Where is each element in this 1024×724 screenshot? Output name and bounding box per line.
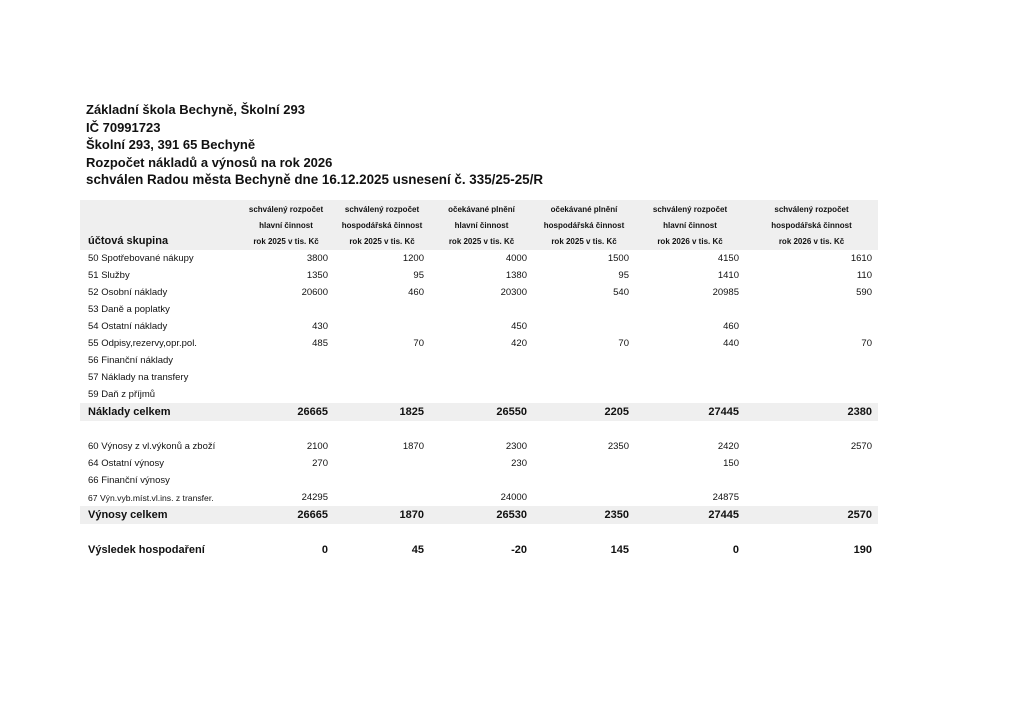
- row-label: Výnosy celkem: [80, 506, 238, 524]
- table-cell: [238, 386, 334, 403]
- table-cell: 24000: [500, 492, 527, 503]
- table-cell: [238, 369, 334, 386]
- table-cell: 20600: [301, 287, 328, 298]
- table-cell: 27445: [635, 506, 745, 524]
- table-cell: [238, 301, 334, 318]
- column-header-group: účtová skupina: [80, 200, 238, 250]
- table-cell: 190: [853, 544, 872, 556]
- table-cell: [334, 301, 430, 318]
- school-name: Základní škola Bechyně, Školní 293: [86, 102, 305, 117]
- table-cell: 2420: [717, 441, 739, 452]
- column-header: [334, 200, 430, 250]
- column-header-line: očekávané plnění: [550, 205, 618, 214]
- column-header-line: rok 2025 v tis. Kč: [448, 237, 515, 246]
- table-cell: 450: [511, 321, 527, 332]
- table-cell: 70: [618, 338, 629, 349]
- column-header-line: schválený rozpočet: [248, 205, 324, 214]
- approval-note: schválen Radou města Bechyně dne 16.12.2025 usnesení č. 335/25-25/R: [86, 172, 544, 187]
- table-cell: 2350: [607, 441, 629, 452]
- table-cell: 3800: [306, 253, 328, 264]
- budget-table-container: [80, 200, 878, 559]
- table-cell: [430, 386, 533, 403]
- table-cell: [533, 455, 635, 472]
- row-label: Náklady celkem: [80, 403, 238, 421]
- table-cell: 26665: [238, 403, 334, 421]
- table-cell: 1410: [717, 270, 739, 281]
- table-cell: 45: [411, 544, 424, 556]
- table-row: [80, 267, 878, 284]
- table-cell: 95: [413, 270, 424, 281]
- table-cell: 1870: [334, 506, 430, 524]
- table-cell: [635, 352, 745, 369]
- table-row: [80, 438, 878, 455]
- table-row: [80, 284, 878, 301]
- table-cell: 1500: [607, 253, 629, 264]
- row-label: Výsledek hospodaření: [88, 544, 205, 556]
- table-cell: [745, 455, 878, 472]
- column-header-line: hospodářská činnost: [771, 221, 852, 230]
- row-label: 50 Spotřebované nákupy: [88, 253, 194, 264]
- table-cell: 145: [610, 544, 629, 556]
- row-label: 67 Výn.vyb.míst.vl.ins. z transfer.: [88, 492, 214, 503]
- table-cell: 0: [732, 544, 739, 556]
- column-header: [745, 200, 878, 250]
- table-cell: 440: [723, 338, 739, 349]
- table-cell: [533, 421, 635, 438]
- table-row: [80, 301, 878, 318]
- table-cell: [533, 472, 635, 489]
- table-cell: 1380: [505, 270, 527, 281]
- table-cell: [430, 352, 533, 369]
- table-cell: [334, 352, 430, 369]
- column-header-line: hospodářská činnost: [341, 221, 423, 230]
- table-cell: 1610: [850, 253, 872, 264]
- table-cell: [238, 352, 334, 369]
- table-cell: [533, 301, 635, 318]
- table-cell: [430, 369, 533, 386]
- table-cell: 590: [856, 287, 872, 298]
- row-label: 52 Osobní náklady: [88, 287, 168, 298]
- row-label: 66 Finanční výnosy: [88, 475, 170, 486]
- table-cell: 20985: [712, 287, 739, 298]
- column-header-line: rok 2026 v tis. Kč: [657, 237, 723, 246]
- table-cell: 0: [321, 544, 328, 556]
- table-cell: [334, 524, 430, 541]
- table-cell: 4000: [505, 253, 527, 264]
- table-cell: 2570: [850, 441, 872, 452]
- table-cell: [635, 369, 745, 386]
- table-cell: 24295: [301, 492, 328, 503]
- table-cell: [533, 369, 635, 386]
- spacer-row: [80, 524, 878, 541]
- table-row: [80, 335, 878, 352]
- table-cell: [635, 421, 745, 438]
- table-cell: [635, 386, 745, 403]
- school-address: Školní 293, 391 65 Bechyně: [86, 137, 256, 152]
- table-cell: [430, 301, 533, 318]
- table-cell: [533, 386, 635, 403]
- table-row: [80, 472, 878, 489]
- table-cell: [238, 524, 334, 541]
- table-cell: 430: [312, 321, 328, 332]
- table-cell: [334, 318, 430, 335]
- table-cell: 26665: [238, 506, 334, 524]
- table-cell: 2100: [306, 441, 328, 452]
- table-cell: 2350: [533, 506, 635, 524]
- table-cell: [745, 369, 878, 386]
- table-cell: 460: [408, 287, 424, 298]
- table-cell: [745, 421, 878, 438]
- table-cell: 1200: [402, 253, 424, 264]
- row-label: 60 Výnosy z vl.výkonů a zboží: [88, 441, 216, 452]
- table-cell: 460: [723, 321, 739, 332]
- table-cell: 27445: [635, 403, 745, 421]
- table-cell: [238, 421, 334, 438]
- table-cell: 20300: [500, 287, 527, 298]
- column-header-line: rok 2026 v tis. Kč: [778, 237, 845, 246]
- table-row: [80, 318, 878, 335]
- total-row: [80, 506, 878, 524]
- table-cell: [745, 472, 878, 489]
- table-cell: [334, 455, 430, 472]
- table-row: [80, 250, 878, 267]
- row-label: 51 Služby: [88, 270, 130, 281]
- column-header-line: rok 2025 v tis. Kč: [551, 237, 617, 246]
- table-cell: 1350: [306, 270, 328, 281]
- row-label: 56 Finanční náklady: [88, 355, 174, 366]
- column-header-line: rok 2025 v tis. Kč: [253, 237, 319, 246]
- table-cell: 230: [511, 458, 527, 469]
- column-header-line: rok 2025 v tis. Kč: [349, 237, 415, 246]
- table-cell: [334, 472, 430, 489]
- row-label: [80, 421, 238, 438]
- column-header-line: hospodářská činnost: [543, 221, 625, 230]
- row-label: 57 Náklady na transfery: [88, 372, 189, 383]
- table-body: [80, 250, 878, 559]
- table-cell: [430, 472, 533, 489]
- table-cell: 4150: [717, 253, 739, 264]
- table-cell: 95: [618, 270, 629, 281]
- table-cell: [635, 524, 745, 541]
- column-header: [430, 200, 533, 250]
- column-header: [533, 200, 635, 250]
- row-label: 53 Daně a poplatky: [88, 304, 170, 315]
- row-label: 64 Ostatní výnosy: [88, 458, 165, 469]
- table-cell: 150: [723, 458, 739, 469]
- table-row: [80, 369, 878, 386]
- table-cell: [334, 489, 430, 506]
- row-label: 54 Ostatní náklady: [88, 321, 168, 332]
- table-cell: [533, 524, 635, 541]
- row-label: [80, 524, 238, 541]
- table-cell: 70: [413, 338, 424, 349]
- ic-number: IČ 70991723: [86, 119, 161, 135]
- table-cell: [334, 369, 430, 386]
- table-cell: [745, 386, 878, 403]
- table-row: [80, 489, 878, 506]
- table-row: [80, 352, 878, 369]
- row-label: 59 Daň z příjmů: [88, 389, 156, 400]
- column-header-line: schválený rozpočet: [652, 205, 728, 214]
- spacer-row: [80, 421, 878, 438]
- table-cell: [745, 318, 878, 335]
- document-header: [86, 101, 543, 189]
- column-header-line: hlavní činnost: [663, 221, 717, 230]
- table-cell: [533, 352, 635, 369]
- table-cell: 2205: [533, 403, 635, 421]
- column-header-line: hlavní činnost: [259, 221, 313, 230]
- table-cell: 26530: [430, 506, 533, 524]
- table-cell: 110: [856, 270, 872, 281]
- total-row: [80, 403, 878, 421]
- table-cell: 2570: [745, 506, 878, 524]
- table-cell: [635, 472, 745, 489]
- table-cell: 1870: [402, 441, 424, 452]
- table-cell: [745, 524, 878, 541]
- table-cell: [238, 472, 334, 489]
- table-cell: [533, 489, 635, 506]
- table-cell: 270: [312, 458, 328, 469]
- budget-table: [80, 200, 878, 559]
- column-header-line: očekávané plnění: [448, 205, 515, 214]
- table-cell: [745, 489, 878, 506]
- table-cell: 2380: [745, 403, 878, 421]
- column-header-line: schválený rozpočet: [774, 205, 849, 214]
- table-cell: 1825: [334, 403, 430, 421]
- column-header-line: hlavní činnost: [454, 221, 509, 230]
- table-cell: -20: [511, 544, 527, 556]
- table-cell: 540: [613, 287, 629, 298]
- table-cell: [745, 352, 878, 369]
- column-header: [635, 200, 745, 250]
- table-cell: 2300: [505, 441, 527, 452]
- row-label: 55 Odpisy,rezervy,opr.pol.: [88, 338, 197, 349]
- table-header-row: [80, 200, 878, 250]
- column-header-line: schválený rozpočet: [344, 205, 420, 214]
- table-cell: 420: [511, 338, 527, 349]
- table-cell: [430, 421, 533, 438]
- table-cell: 24875: [712, 492, 739, 503]
- table-cell: [533, 318, 635, 335]
- table-cell: [334, 386, 430, 403]
- table-cell: 485: [312, 338, 328, 349]
- table-row: [80, 386, 878, 403]
- table-cell: [334, 421, 430, 438]
- document-title: Rozpočet nákladů a výnosů na rok 2026: [86, 154, 333, 170]
- table-cell: 26550: [430, 403, 533, 421]
- column-header: [238, 200, 334, 250]
- table-cell: [635, 301, 745, 318]
- table-cell: [430, 524, 533, 541]
- result-row: [80, 541, 878, 559]
- table-row: [80, 455, 878, 472]
- table-cell: 70: [861, 338, 872, 349]
- table-cell: [745, 301, 878, 318]
